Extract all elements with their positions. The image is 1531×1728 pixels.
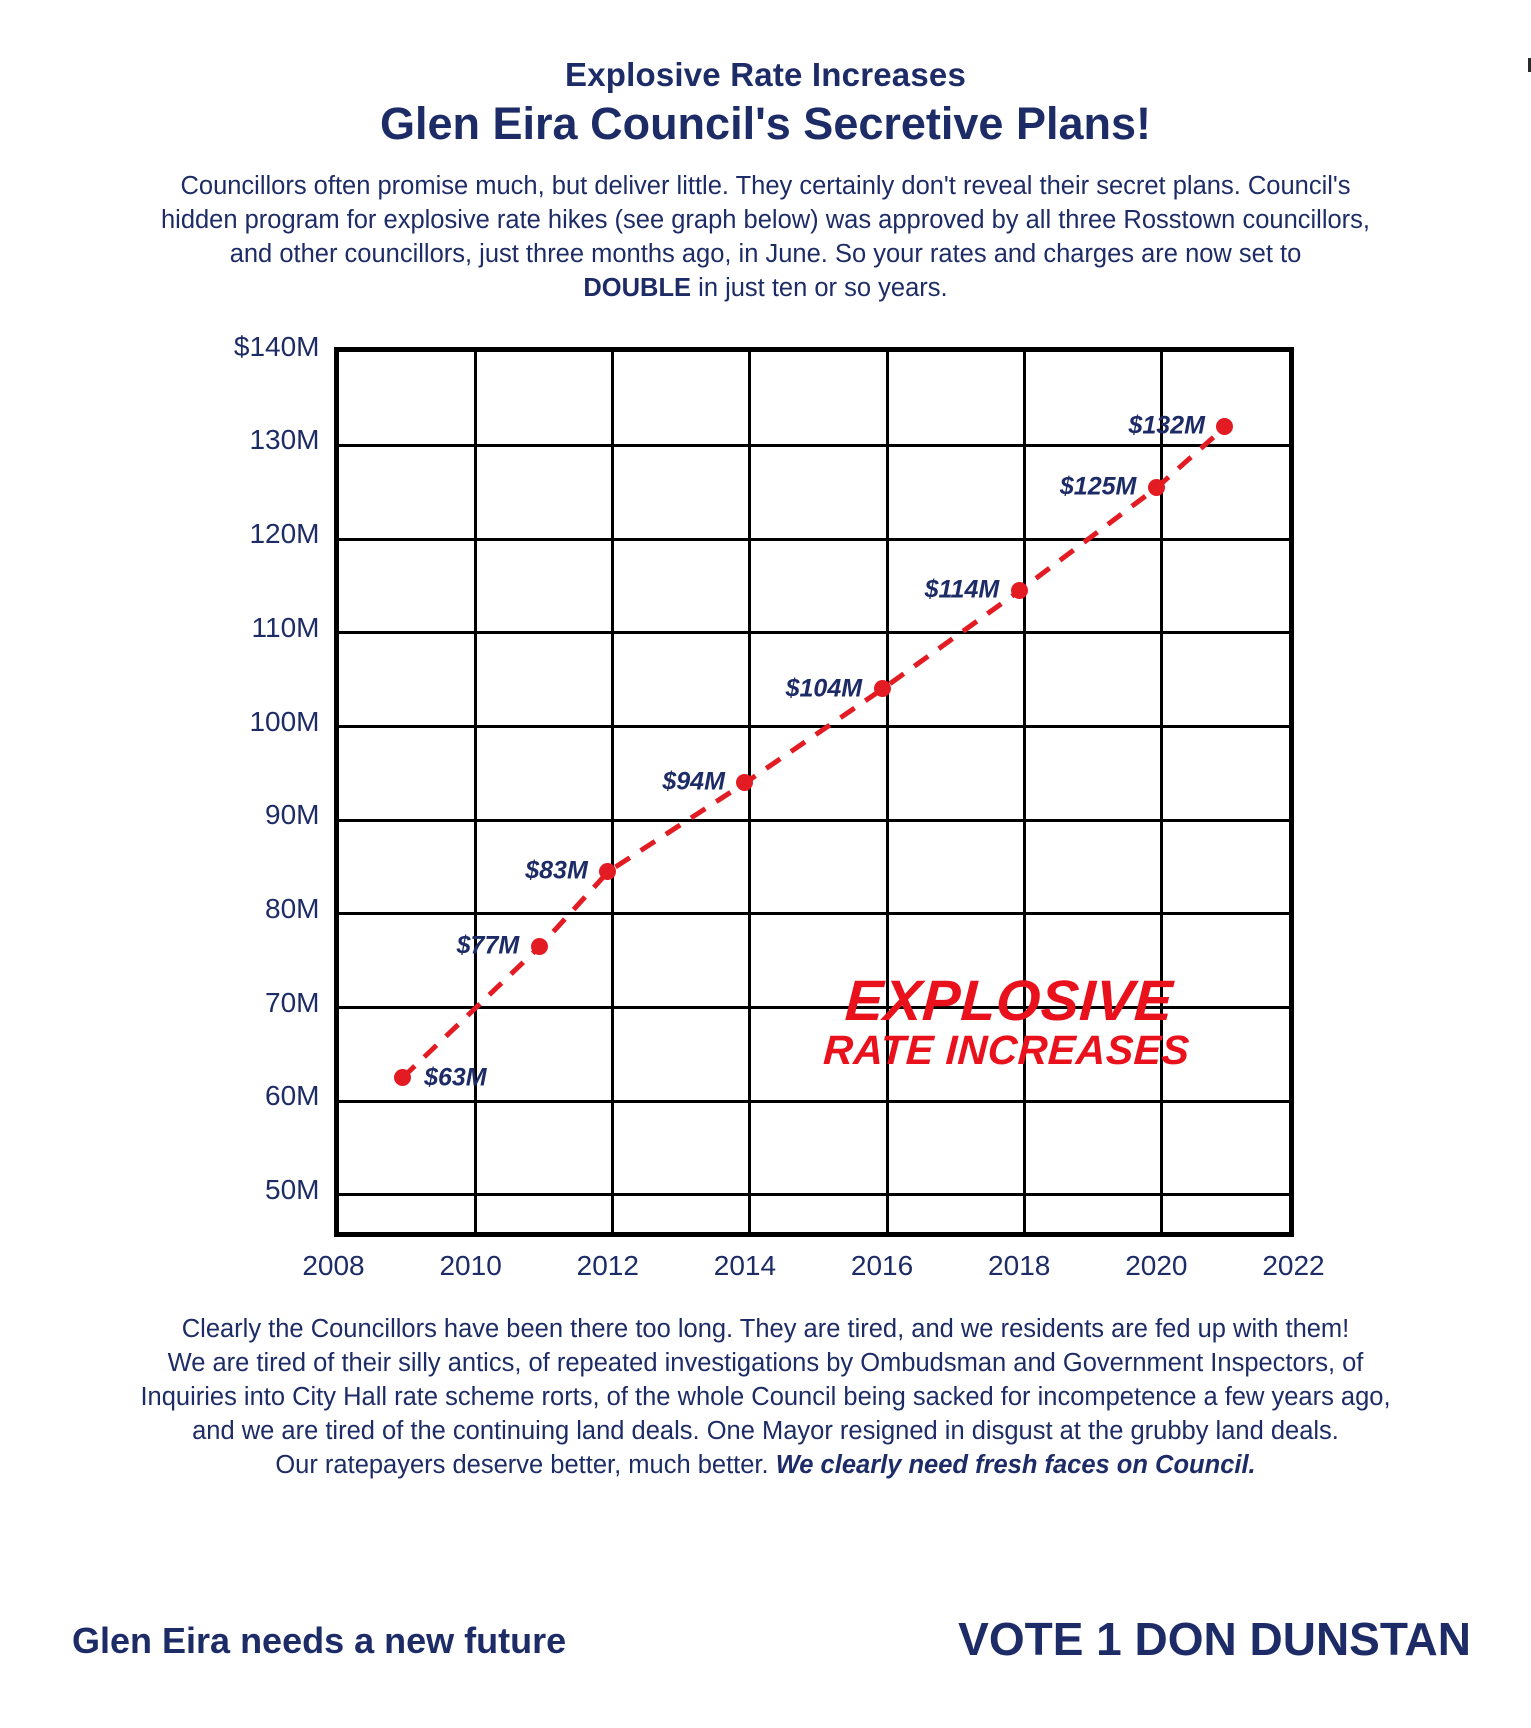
chart-point-label: $94M [662,767,725,796]
chart-x-tick-label: 2014 [713,1249,777,1281]
chart-gridline-horizontal [339,631,1289,634]
chart-x-tick-label: 2022 [1262,1249,1325,1281]
explosive-stamp [805,968,1210,1073]
intro-line-4: in just ten or so years. [691,273,948,302]
outro-line-2: We are tired of their silly antics, of repeated investigations by Ombudsman and Government Inspectors, of [167,1348,1364,1377]
chart-point-label: $125M [1059,472,1137,501]
chart-point-label: $63M [424,1063,487,1091]
chart-gridline-horizontal [339,912,1289,915]
chart-point-label: $83M [525,856,588,885]
chart-point-marker [531,938,548,955]
chart-y-tick-label: 80M [265,892,320,924]
outro-line-3: Inquiries into City Hall rate scheme rorts, of the whole Council being sacked for incompetence a few years ago, [140,1383,1391,1412]
outro-line-5: Our ratepayers deserve better, much better. [275,1451,776,1480]
intro-line-1: Councillors often promise much, but deliver little. They certainly don't reveal their secret plans. Council's [180,172,1351,201]
outro-line-4: and we are tired of the continuing land deals. One Mayor resigned in disgust at the grubby land deals. [192,1417,1339,1446]
outro-emphasis: We clearly need fresh faces on Council. [775,1451,1256,1480]
footer-vote-call: VOTE 1 DON DUNSTAN [958,1613,1471,1665]
chart-y-tick-label: 90M [265,799,320,831]
chart-y-tick-label: 110M [251,611,320,643]
outro-paragraph [51,1312,1481,1483]
outro-line-1: Clearly the Councillors have been there too long. They are tired, and we residents are fed up with them! [181,1314,1350,1343]
chart-gridline-horizontal [339,1193,1289,1196]
chart-gridline-horizontal [339,444,1289,447]
chart-y-tick-label: 130M [249,424,320,456]
chart-x-tick-label: 2008 [302,1249,365,1281]
chart-point-marker [1011,582,1028,599]
intro-paragraph [66,170,1466,306]
chart-gridline-horizontal [339,725,1289,728]
chart-gridline-horizontal [339,819,1289,822]
chart-gridline-horizontal [339,538,1289,541]
chart-point-label: $114M [924,575,1000,604]
chart-x-tick-label: 2016 [850,1249,914,1281]
footer-slogan: Glen Eira needs a new future [72,1620,567,1661]
chart-y-tick-label: $140M [233,330,320,362]
chart-x-tick-label: 2018 [988,1249,1051,1281]
page-title: Glen Eira Council's Secretive Plans! [380,97,1151,149]
stamp-line-2: RATE INCREASES [821,1026,1191,1073]
chart-x-tick-label: 2010 [439,1249,502,1281]
flyer-page [0,58,1531,1728]
intro-line-3: and other councillors, just three months ago, in June. So your rates and charges are now set to [229,239,1302,268]
footer [0,1613,1531,1680]
chart-y-tick-label: 50M [265,1173,320,1205]
chart-point-marker [394,1069,411,1086]
chart-plot-area [334,347,1294,1237]
chart-point-marker [1148,479,1165,496]
chart-y-tick-label: 100M [249,705,320,737]
intro-line-2: hidden program for explosive rate hikes (see graph below) was approved by all three Rosstown councillors, [160,206,1371,235]
chart-point-marker [874,680,891,697]
chart-y-tick-label: 120M [249,518,320,550]
chart-y-tick-label: 70M [265,986,320,1018]
chart-gridline-horizontal [339,1100,1289,1103]
stamp-line-1: EXPLOSIVE [843,968,1175,1033]
chart-x-tick-label: 2012 [576,1249,639,1281]
intro-emphasis: DOUBLE [583,273,692,302]
headline-kicker: Explosive Rate Increases [564,56,967,93]
chart-y-tick-label: 60M [265,1080,320,1112]
chart-point-label: $104M [785,674,863,703]
chart-point-label: $77M [456,931,520,960]
chart-x-tick-label: 2020 [1125,1249,1188,1281]
rates-chart [66,330,1466,1294]
chart-point-label: $132M [1128,411,1205,440]
